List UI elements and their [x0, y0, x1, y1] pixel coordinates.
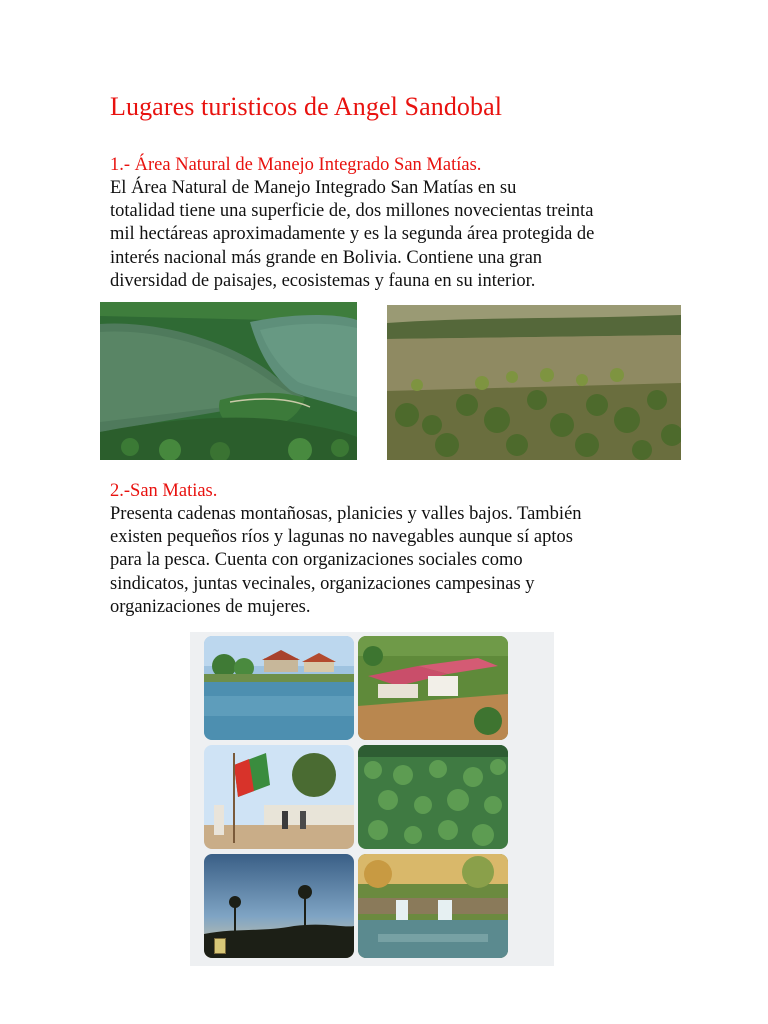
lagoon-village-photo [204, 636, 354, 740]
sunset-landscape-photo [204, 854, 354, 958]
paragraph-line: Presenta cadenas montañosas, planicies y valles bajos. También [110, 504, 582, 524]
red-roof-buildings-photo [358, 636, 508, 740]
paragraph-line: para la pesca. Cuenta con organizaciones sociales como [110, 550, 523, 571]
paragraph-line: diversidad de paisajes, ecosistemas y fauna en su interior. [110, 270, 536, 291]
emblem-icon [214, 938, 226, 954]
page-title: Lugares turisticos de Angel Sandobal [110, 92, 503, 121]
paragraph-line: organizaciones de mujeres. [110, 596, 311, 617]
san-matias-photo-collage [190, 632, 554, 966]
paragraph-line: totalidad tiene una superficie de, dos millones novecientas treinta [110, 201, 594, 222]
aerial-lagoon-photo [100, 302, 357, 460]
flag-ceremony-photo [204, 745, 354, 849]
section-1-paragraph [110, 177, 670, 293]
savanna-palms-photo [387, 305, 681, 460]
paragraph-line: interés nacional más grande en Bolivia. Contiene una gran [110, 247, 543, 268]
section-2-heading: 2.-San Matias. [110, 481, 218, 501]
paragraph-line: mil hectáreas aproximadamente y es la segunda área protegida de [110, 224, 595, 245]
section-2-paragraph [110, 503, 670, 619]
paragraph-line: sindicatos, juntas vecinales, organizaciones campesinas y [110, 573, 535, 594]
paragraph-line: existen pequeños ríos y lagunas no navegables aunque sí aptos [110, 527, 573, 548]
aquatic-vegetation-photo [358, 745, 508, 849]
waterfall-photo [358, 854, 508, 958]
section-1-heading: 1.- Área Natural de Manejo Integrado San Matías. [110, 155, 482, 175]
paragraph-line: El Área Natural de Manejo Integrado San Matías en su [110, 178, 517, 198]
